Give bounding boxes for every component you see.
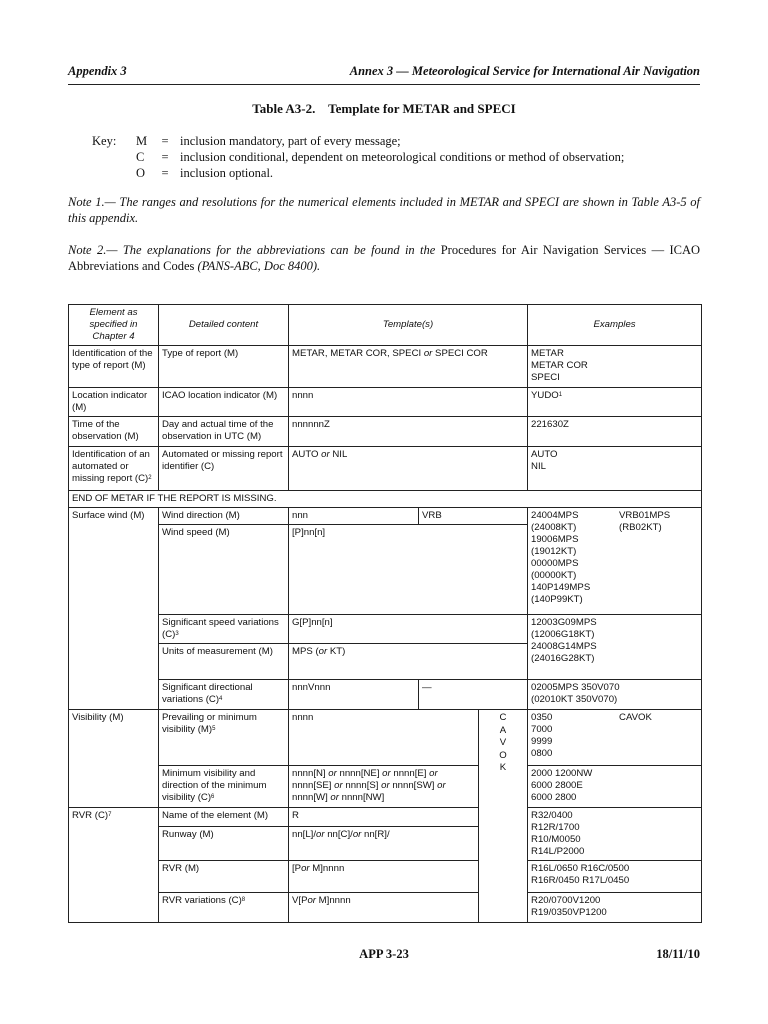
table-row: END OF METAR IF THE REPORT IS MISSING. (69, 491, 702, 508)
header-appendix: Appendix 3 (68, 64, 127, 78)
table-row: Location indicator (M) ICAO location indicator (M) nnnn YUDO$^1$ (69, 388, 702, 417)
table-row: Significant speed variations $(C)^3$ G[P]nn[n] 12003G09MPS (12006G18KT) 24008G14MPS (24016G28KT) (69, 615, 702, 644)
key-item-c: C = inclusion conditional, dependent on meteorological conditions or method of observation; (136, 150, 625, 164)
header-template: Template(s) (289, 305, 528, 346)
table-title: Table A3-2. Template for METAR and SPECI (252, 101, 516, 116)
table-row: RVR variations $(C)^8$ V[Por M]nnnn R20/0700V1200 R19/0350VP1200 (69, 893, 702, 923)
table-row: Identification of the type of report (M) Type of report (M) METAR, METAR COR, SPECI or SPECI COR METAR METAR COR SPECI (69, 346, 702, 388)
table-row: Significant directional variations $(C)^4$ nnnVnnn — 02005MPS 350V070 (02010KT 350V070) (69, 680, 702, 710)
table-row: Visibility (M) Prevailing or minimum visibility $(M)^5$ nnnn C A V O K 0350 CAVOK 7000 9999 0800 (69, 710, 702, 766)
page-number: APP 3-23 (359, 947, 409, 961)
table-row: Time of the observation (M) Day and actual time of the observation in UTC (M) nnnnnnZ 221630Z (69, 417, 702, 447)
table-row: Units of measurement (M) MPS (or KT) (69, 644, 702, 680)
table-row: RVR $(C)^7$ Name of the element (M) R R32/0400 R12R/1700 R10/M0050 R14L/P2000 (69, 808, 702, 827)
key-label: Key: (92, 134, 117, 148)
header-content: Detailed content (159, 305, 289, 346)
page-date: 18/11/10 (656, 947, 700, 961)
header-examples: Examples (528, 305, 702, 346)
table-row: Surface wind (M) Wind direction (M) nnn VRB 24004MPS VRB01MPS (24008KT) (RB02KT) 19006MPS (19012KT) 00000MPS (00000KT) 140P149MPS (140P99KT) (69, 508, 702, 525)
table-row: Identification of an automated or missing report $(C)^2$ Automated or missing report identifier (C) AUTO or NIL AUTO NIL (69, 447, 702, 491)
table-header-row (69, 305, 702, 346)
key-item-m: M = inclusion mandatory, part of every message; (136, 134, 401, 148)
metar-template-table (68, 304, 702, 923)
header-rule (68, 84, 700, 85)
table-row: Minimum visibility and direction of the minimum visibility $(C)^6$ nnnn[N] or nnnn[NE] or nnnn[E] or nnnn[SE] or nnnn[S] or nnnn[SW] or nnnn[W] or nnnn[NW] 2000 1200NW 6000 2800E 6000 2800 (69, 766, 702, 808)
note-2: Note 2.— The explanations for the abbreviations can be found in the Procedures for Air Navigation Services — ICAO Abbreviations and Codes (PANS-ABC, Doc 8400). (68, 243, 701, 273)
table-row: Runway (M) nn[L]/or nn[C]/or nn[R]/ (69, 827, 702, 861)
key-item-o: O = inclusion optional. (136, 166, 274, 180)
cavok-column: C A V O K (479, 710, 528, 923)
header-annex-title: Annex 3 — Meteorological Service for International Air Navigation (349, 64, 700, 78)
note-1: Note 1.— The ranges and resolutions for the numerical elements included in METAR and SPECI are shown in Table A3-5 of this appendix. (68, 195, 700, 225)
header-element: Element as specified in Chapter 4 (69, 305, 159, 346)
table-row: RVR (M) [Por M]nnnn R16L/0650 R16C/0500 R16R/0450 R17L/0450 (69, 861, 702, 893)
table-row: Wind speed (M) [P]nn[n] (69, 525, 702, 615)
